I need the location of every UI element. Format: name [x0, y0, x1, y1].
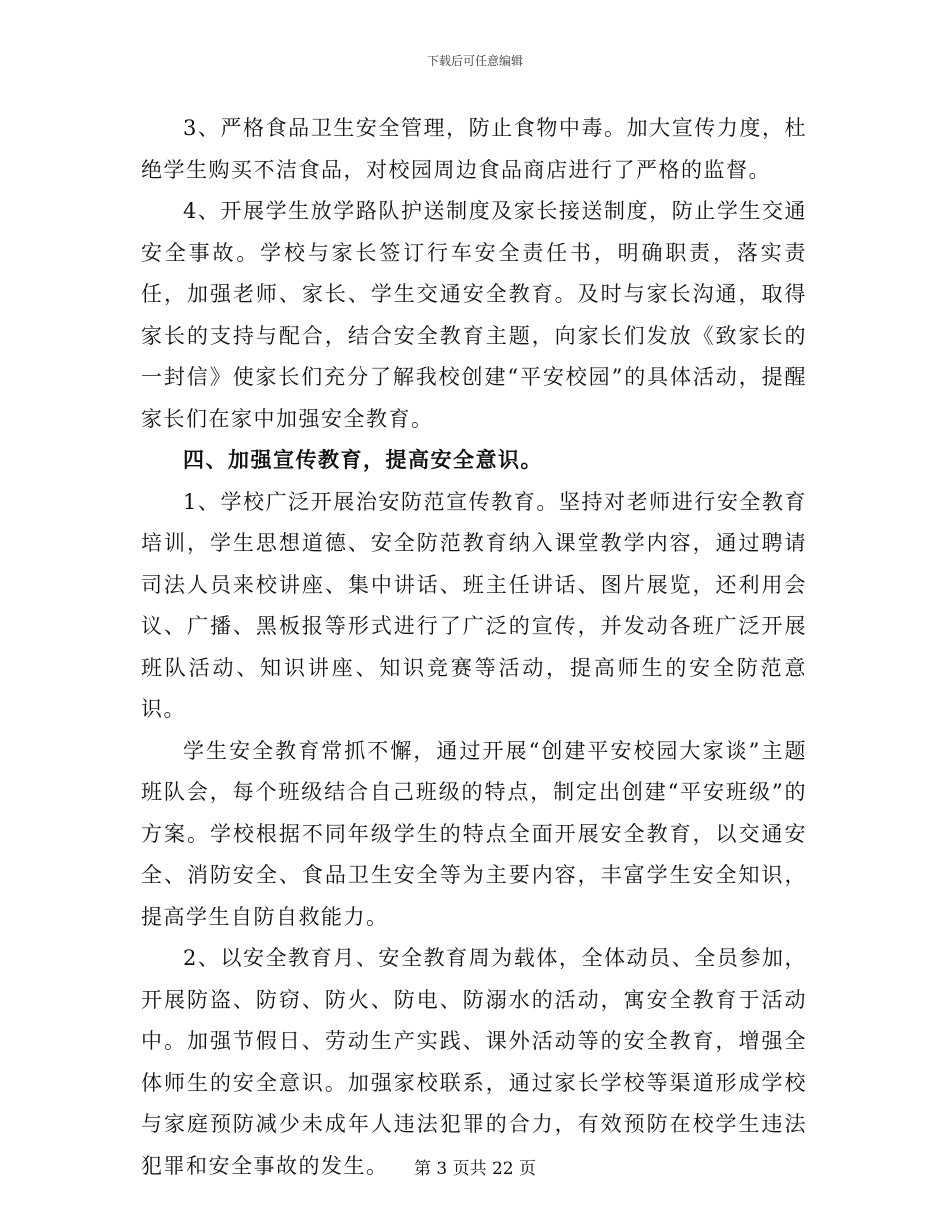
download-note: 下载后可任意编辑: [426, 54, 523, 68]
paragraph-publicity-education: 1、学校广泛开展治安防范宣传教育。坚持对老师进行安全教育培训，学生思想道德、安全防范教育纳入课堂教学内容，通过聘请司法人员来校讲座、集中讲话、班主任讲话、图片展览，还利用会议、广播、黑板报等形式进行了广泛的宣传，并发动各班广泛开展班队活动、知识讲座、知识竞赛等活动，提高师生的安全防范意识。: [141, 489, 807, 721]
page-number: 第 3 页共 22 页: [413, 1159, 537, 1179]
paragraph-student-education: 学生安全教育常抓不懈，通过开展“创建平安校园大家谈”主题班队会，每个班级结合自己班级的特点，制定出创建“平安班级”的方案。学校根据不同年级学生的特点全面开展安全教育，以交通安全、消防安全、食品卫生安全等为主要内容，丰富学生安全知识，提高学生自防自救能力。: [141, 738, 807, 929]
paragraph-food-safety: 3、严格食品卫生安全管理，防止食物中毒。加大宣传力度，杜绝学生购买不洁食品，对校园周边食品商店进行了严格的监督。: [141, 116, 807, 182]
paragraph-safety-month: 2、以安全教育月、安全教育周为载体，全体动员、全员参加，开展防盗、防窃、防火、防电、防溺水的活动，寓安全教育于活动中。加强节假日、劳动生产实践、课外活动等的安全教育，增强全体师生的安全意识。加强家校联系，通过家长学校等渠道形成学校与家庭预防减少未成年人违法犯罪的合力，有效预防在校学生违法犯罪和安全事故的发生。: [141, 946, 807, 1178]
section-heading: 四、加强宣传教育，提高安全意识。: [183, 448, 543, 472]
paragraph-traffic-safety: 4、开展学生放学路队护送制度及家长接送制度，防止学生交通安全事故。学校与家长签订行车安全责任书，明确职责，落实责任，加强老师、家长、学生交通安全教育。及时与家长沟通，取得家长的支持与配合，结合安全教育主题，向家长们发放《致家长的一封信》使家长们充分了解我校创建“平安校园”的具体活动，提醒家长们在家中加强安全教育。: [141, 199, 807, 431]
document-body: [141, 108, 807, 1187]
